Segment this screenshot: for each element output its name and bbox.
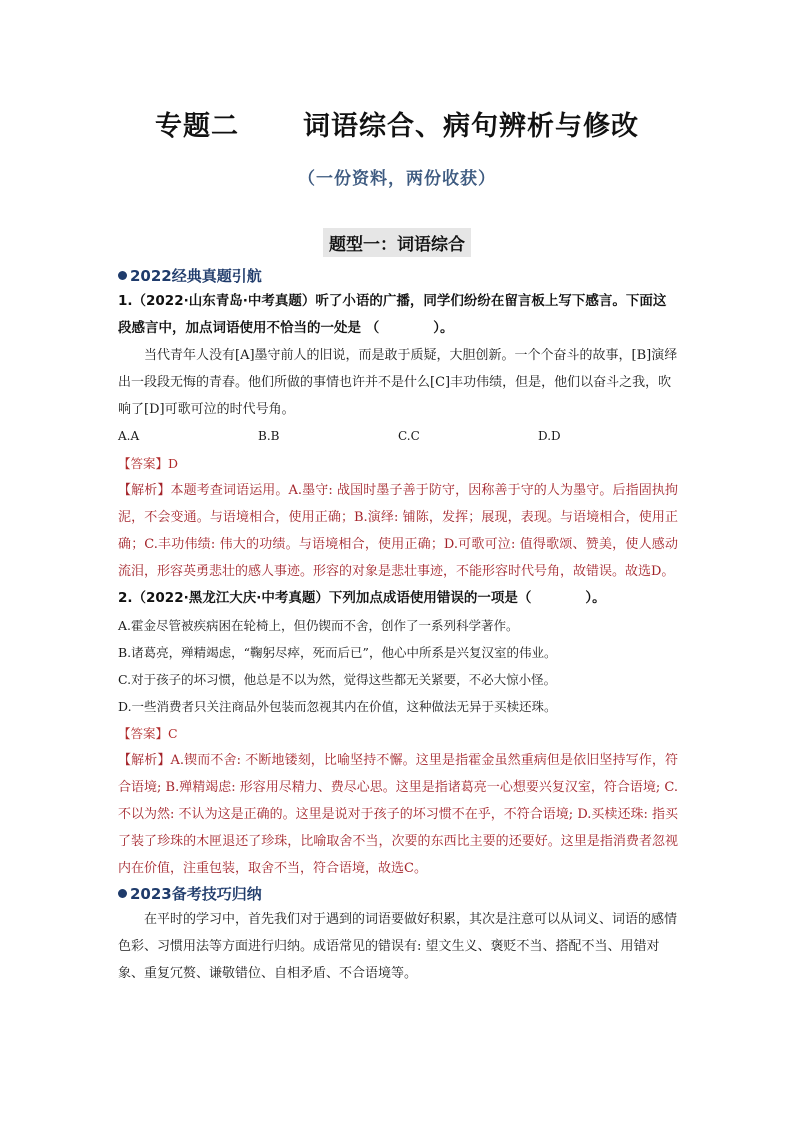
title-left: 专题二: [155, 111, 239, 142]
section-heading-text: 2023备考技巧归纳: [130, 885, 262, 903]
question-1-answer: [118, 450, 678, 477]
question-type-label: 题型一：词语综合: [323, 228, 471, 257]
page-subtitle: （一份资料，两份收获）: [298, 169, 496, 189]
analysis-tag: 【解析】: [118, 483, 171, 498]
answer-tag: 【答案】: [118, 726, 169, 741]
option-d: D.D: [538, 429, 561, 443]
option-a: A.A: [118, 429, 140, 443]
answer-tag: 【答案】: [118, 456, 169, 471]
answer-value: D: [168, 456, 179, 471]
section-heading-text: 2022经典真题引航: [130, 267, 262, 285]
section-heading-2023: [118, 882, 678, 906]
question-2-analysis: [118, 747, 678, 882]
question-2-answer: [118, 720, 678, 747]
option-b: B.B: [258, 429, 280, 443]
page-title: [0, 104, 794, 143]
question-1-options: [118, 423, 678, 450]
bullet-dot-icon: [118, 889, 127, 898]
title-right: 词语综合、病句辨析与修改: [303, 111, 639, 142]
option-c: C.C: [398, 429, 420, 443]
analysis-text: 本题考查词语运用。A.墨守: 战国时墨子善于防守，因称善于守的人为墨守。后指固执拘泥，不会变通。与语境相合，使用正确；B.演绎: 铺陈，发挥；展现，表现。与语境相合，使用正确；C.丰功伟绩: 伟大的功绩。与语境相合，使用正确；D.可歌可泣: 值得歌颂、赞美，使人感动流泪，形容英勇悲壮的感人事迹。形容的对象是悲壮事迹，不能形容时代号角，故错误。故选D。: [118, 483, 678, 579]
question-1-stem: 1.（2022·山东青岛·中考真题）听了小语的广播，同学们纷纷在留言板上写下感言。下面这段感言中，加点词语使用不恰当的一处是 （ ）。: [118, 293, 667, 336]
analysis-tag: 【解析】: [118, 753, 171, 768]
question-2-stem: 2.（2022·黑龙江大庆·中考真题）下列加点成语使用错误的一项是（ ）。: [118, 590, 606, 606]
question-1-passage: 当代青年人没有[A]墨守前人的旧说，而是敢于质疑，大胆创新。一个个奋斗的故事，[B]演绎出一段段无悔的青春。他们所做的事情也许并不是什么[C]丰功伟绩，但是，他们以奋斗之我，吹响了[D]可歌可泣的时代号角。: [118, 348, 678, 417]
section-heading-2022: [118, 264, 678, 288]
question-type-heading: [0, 228, 794, 257]
option-b: B.诸葛亮，殚精竭虑，“鞠躬尽瘁，死而后已”，他心中所系是兴复汉室的伟业。: [118, 645, 557, 660]
content-body: [118, 264, 678, 987]
tips-paragraph: 在平时的学习中，首先我们对于遇到的词语要做好积累，其次是注意可以从词义、词语的感情色彩、习惯用法等方面进行归纳。成语常见的错误有: 望文生义、褒贬不当、搭配不当、用错对象、重复冗赘、谦敬错位、自相矛盾、不合语境等。: [118, 912, 678, 981]
analysis-text: A.锲而不舍: 不断地镂刻，比喻坚持不懈。这里是指霍金虽然重病但是依旧坚持写作，符合语境; B.殚精竭虑: 形容用尽精力、费尽心思。这里是指诸葛亮一心想要兴复汉室，符合语境; C.不以为然: 不认为这是正确的。这里是说对于孩子的坏习惯不在乎，不符合语境; D.买椟还珠: 指买了装了珍珠的木匣退还了珍珠，比喻取舍不当，次要的东西比主要的还要好。这里是指消费者忽视内在价值，注重包装，取舍不当，符合语境，故选C。: [118, 753, 678, 876]
question-1-analysis: [118, 477, 678, 585]
answer-value: C: [168, 726, 178, 741]
bullet-dot-icon: [118, 271, 127, 280]
option-c: C.对于孩子的坏习惯，他总是不以为然，觉得这些都无关紧要，不必大惊小怪。: [118, 672, 557, 687]
option-d: D.一些消费者只关注商品外包装而忽视其内在价值，这种做法无异于买椟还珠。: [118, 699, 557, 714]
option-a: A.霍金尽管被疾病困在轮椅上，但仍锲而不舍，创作了一系列科学著作。: [118, 618, 519, 633]
